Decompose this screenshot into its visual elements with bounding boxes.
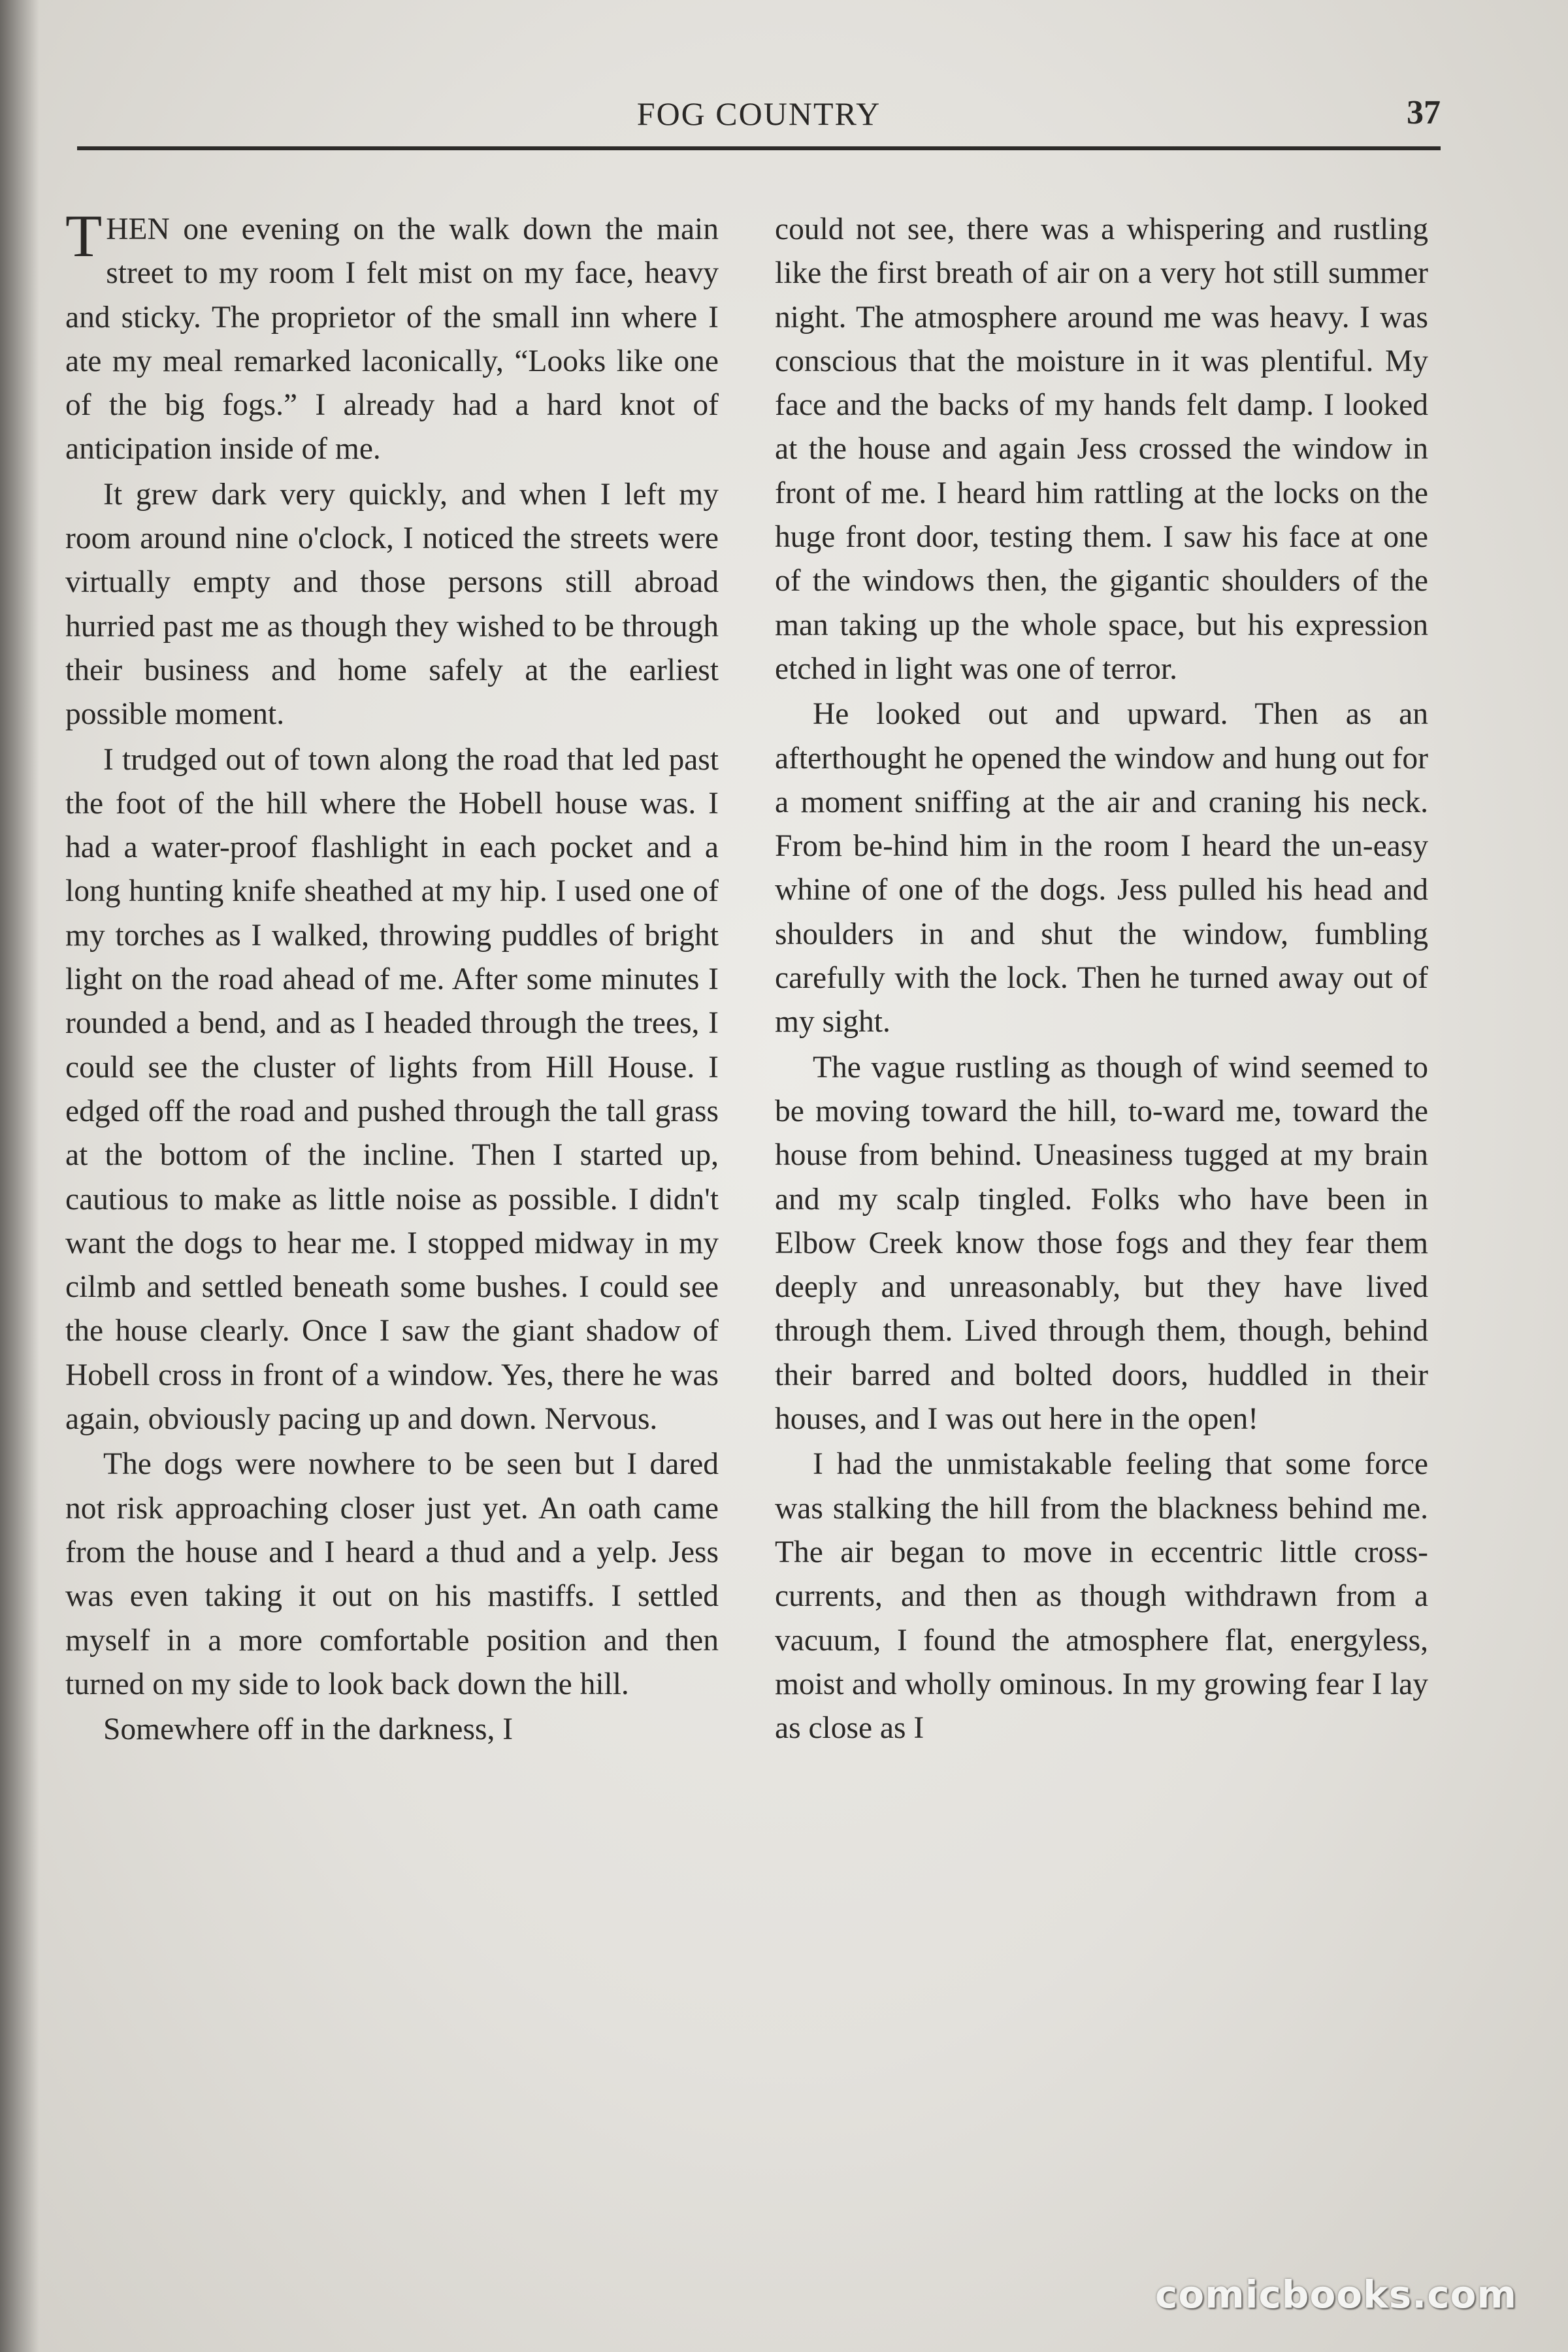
paragraph [65, 203, 719, 472]
paragraph: The vague rustling as though of wind seemed to be moving toward the hill, to-ward me, toward the house from behind. Uneasiness tugged at my brain and my scalp tingled. Folks who have been in Elbow Creek know those fogs and they fear them deeply and unreasonably, but they have lived through them. Lived through them, though, behind their barred and bolted doors, huddled in their houses, and I was out here in the open! [775, 1050, 1428, 1437]
paragraph-text: HEN one evening on the walk down the main street to my room I felt mist on my face, heavy and sticky. The proprietor of the small inn where I ate my meal remarked laconically, “Looks like one of the big fogs.” I already had a hard knot of anticipation inside of me. [65, 212, 719, 466]
paragraph: The dogs were nowhere to be seen but I dared not risk approaching closer just yet. An oath came from the house and I heard a thud and a yelp. Jess was even taking it out on his mastiffs. I settled myself in a more comfortable position and then turned on my side to look back down the hill. [65, 1447, 719, 1701]
watermark: comicbooks.com [1155, 2272, 1517, 2317]
paragraph: I trudged out of town along the road that led past the foot of the hill where the Hobell house was. I had a water-proof flashlight in each pocket and a long hunting knife sheathed at my hip. I used one of my torches as I walked, throwing puddles of bright light on the road ahead of me. After some minutes I rounded a bend, and as I headed through the trees, I could see the cluster of lights from Hill House. I edged off the road and pushed through the tall grass at the bottom of the incline. Then I started up, cautious to make as little noise as possible. I didn't want the dogs to hear me. I stopped midway in my cilmb and settled beneath some bushes. I could see the house clearly. Once I saw the giant shadow of Hobell cross in front of a window. Yes, there he was again, obviously pacing up and down. Nervous. [65, 742, 719, 1437]
drop-cap: T [65, 203, 103, 269]
paragraph: It grew dark very quickly, and when I left my room around nine o'clock, I noticed the streets were virtually empty and those persons still abroad hurried past me as though they wished to be through their business and home safely at the earliest possible moment. [65, 477, 719, 732]
right-column [775, 208, 1428, 1752]
paragraph: He looked out and upward. Then as an afterthought he opened the window and hung out for a moment sniffing at the air and craning his neck. From be-hind him in the room I heard the un-easy whine of one of the dogs. Jess pulled his head and shoulders in and shut the window, fumbling carefully with the lock. Then he turned away out of my sight. [775, 697, 1428, 1039]
paragraph: I had the unmistakable feeling that some force was stalking the hill from the blackness behind me. The air began to move in eccentric little cross-currents, and then as though withdrawn from a vacuum, I found the atmosphere flat, energyless, moist and wholly ominous. In my growing fear I lay as close as I [775, 1447, 1428, 1746]
paragraph: Somewhere off in the darkness, I [103, 1712, 514, 1747]
left-column [65, 203, 719, 1753]
paragraph: could not see, there was a whispering and rustling like the first breath of air on a very hot still summer night. The atmosphere around me was heavy. I was conscious that the moisture in it was plentiful. My face and the backs of my hands felt damp. I looked at the house and again Jess crossed the window in front of me. I heard him rattling at the locks on the huge front door, testing them. I saw his face at one of the windows then, the gigantic shoulders of the man taking up the whole space, but his expression etched in light was one of terror. [775, 212, 1428, 686]
running-header [77, 88, 1441, 154]
running-title: FOG COUNTRY [636, 95, 881, 132]
page-number: 37 [1407, 94, 1441, 131]
book-spine-shadow [0, 0, 39, 2352]
header-rule [77, 146, 1441, 150]
